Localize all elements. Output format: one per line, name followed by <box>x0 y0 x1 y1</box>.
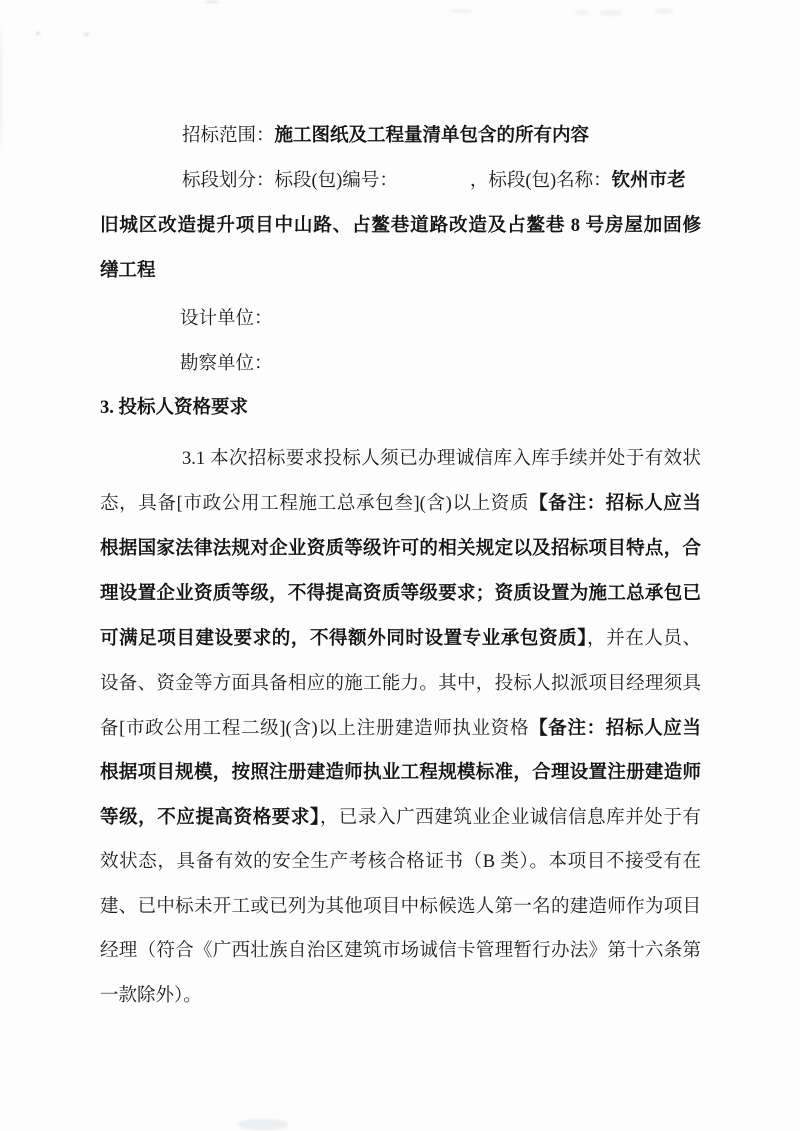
text-run: 备[市政公用工程二级](含)以上注册建造师执业资格 <box>100 719 530 739</box>
text-run: 3.1 本次招标要求投标人须已办理诚信库入库手续并处于有效状 <box>182 449 701 469</box>
text-run: ，已录入广西建筑业企业诚信信息库并处于有 <box>319 808 701 828</box>
bold-text-run: 旧城区改造提升项目中山路、占鳌巷道路改造及占鳌巷 8 号房屋加固修 <box>100 216 701 236</box>
text-line <box>100 581 701 609</box>
bold-text-run: 根据项目规模，按照注册建造师执业工程规模标准，合理设置注册建造师 <box>100 763 701 783</box>
text-run: ，标段(包)名称： <box>469 171 612 191</box>
bold-text-run: 【备注：招标人应当 <box>529 494 701 514</box>
bold-text-run: 缮工程 <box>100 261 156 281</box>
bold-text-run: 等级，不应提高资格要求】 <box>100 808 320 828</box>
text-run: 招标范围： <box>182 126 275 146</box>
document-body <box>100 0 701 1131</box>
text-run: 设计单位： <box>180 309 273 329</box>
text-run: 态，具备[市政公用工程施工总承包叁](含)以上资质 <box>100 494 530 514</box>
text-run: 效状态，具备有效的安全生产考核合格证书（B 类）。本项目不接受有在 <box>100 852 701 872</box>
scan-artifact <box>84 33 89 36</box>
text-run: ，并在人员、 <box>587 629 701 649</box>
text-line <box>100 258 701 286</box>
text-line <box>100 446 701 474</box>
text-run: 标段划分：标段(包)编号： <box>182 171 398 191</box>
text-run: 设备、资金等方面具备相应的施工能力。其中，投标人拟派项目经理须具 <box>100 674 701 694</box>
text-run: 建、已中标未开工或已列为其他项目中标候选人第一名的建造师作为项目 <box>100 897 701 917</box>
text-line <box>100 123 701 151</box>
bold-text-run: 钦州市老 <box>611 171 686 191</box>
text-line <box>100 760 701 788</box>
text-run: 经理（符合《广西壮族自治区建筑市场诚信卡管理暂行办法》第十六条第 <box>100 941 701 961</box>
scan-artifact <box>0 28 2 148</box>
text-line <box>100 805 701 833</box>
blank-fill-in-space <box>398 184 470 186</box>
text-line <box>100 213 701 241</box>
text-line <box>100 536 701 564</box>
text-line <box>100 849 701 877</box>
bold-text-run: 理设置企业资质等级，不得提高资质等级要求；资质设置为施工总承包已 <box>100 584 701 604</box>
bold-text-run: 根据国家法律法规对企业资质等级许可的相关规定以及招标项目特点，合 <box>100 539 701 559</box>
text-line <box>100 351 701 379</box>
text-line <box>100 983 701 1011</box>
text-line <box>100 716 701 744</box>
bold-text-run: 【备注：招标人应当 <box>529 719 701 739</box>
scan-artifact <box>36 32 40 35</box>
text-line <box>100 938 701 966</box>
text-line <box>100 491 701 519</box>
bold-text-run: 3. 投标人资格要求 <box>100 398 249 418</box>
bold-text-run: 施工图纸及工程量清单包含的所有内容 <box>274 126 590 146</box>
text-line <box>100 894 701 922</box>
text-run: 一款除外）。 <box>100 986 202 1006</box>
text-line <box>100 168 701 196</box>
text-line <box>100 626 701 654</box>
text-run: 勘察单位： <box>180 354 273 374</box>
text-line <box>100 306 701 334</box>
text-line <box>100 671 701 699</box>
bold-text-run: 可满足项目建设要求的，不得额外同时设置专业承包资质】 <box>100 629 588 649</box>
text-line <box>100 395 701 423</box>
